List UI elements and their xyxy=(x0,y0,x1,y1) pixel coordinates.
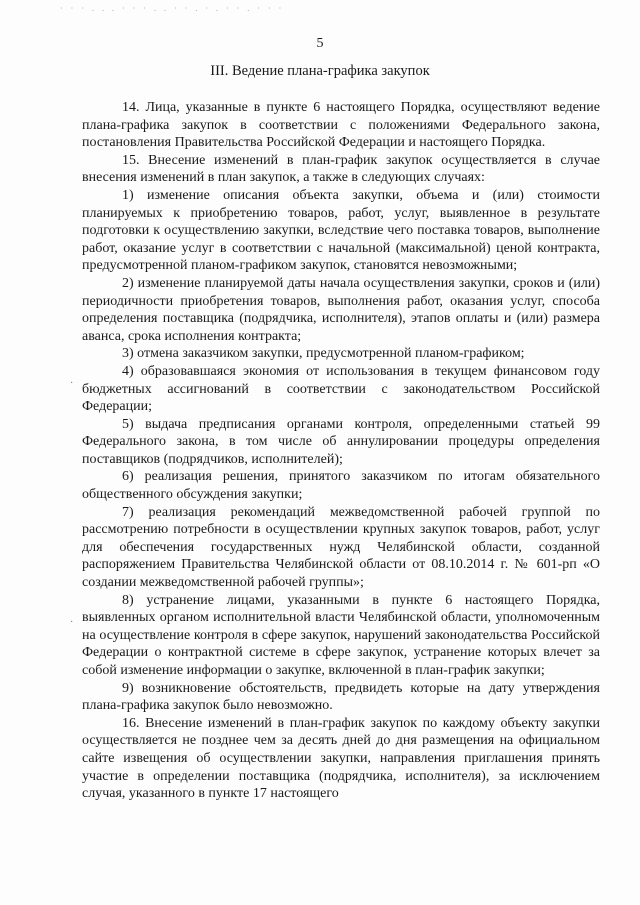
list-item-9: 9) возникновение обстоятельств, предвидеть которые на дату утверждения плана-графика закупок было невозможно. xyxy=(82,680,600,714)
paragraph-14: 14. Лица, указанные в пункте 6 настоящего Порядка, осуществляют ведение плана-графика закупок в соответствии с положениями Федерального закона, постановления Правительства Российской Федерации и настоящего Порядка. xyxy=(82,100,600,151)
page-number: 5 xyxy=(316,36,324,51)
list-item-1: 1) изменение описания объекта закупки, объема и (или) стоимости планируемых к приобретению товаров, работ, услуг, выявленное в результате подготовки к осуществлению закупки, вследствие чего поставка товаров, выполнение работ, оказание услуг в соответствии с начальной (максимальной) ценой контракта, предусмотренной планом-графиком закупок, становятся невозможными; xyxy=(82,187,600,274)
paragraph-16: 16. Внесение изменений в план-график закупок по каждому объекту закупки осуществляется не позднее чем за десять дней до дня размещения на официальном сайте извещения об осуществлении закупки, направления приглашения принять участие в определении поставщика (подрядчика, исполнителя), за исключением случая, указанного в пункте 17 настоящего xyxy=(82,715,600,802)
list-item-3: 3) отмена заказчиком закупки, предусмотренной планом-графиком; xyxy=(122,346,525,362)
document-body xyxy=(82,99,600,803)
list-item-5: 5) выдача предписания органами контроля, определенными статьей 99 Федерального закона, в том числе об аннулировании процедуры определения поставщиков (подрядчиков, исполнителей); xyxy=(82,416,600,467)
margin-mark: · xyxy=(70,617,74,628)
list-item-6: 6) реализация решения, принятого заказчиком по итогам обязательного общественного обсуждения закупки; xyxy=(82,469,600,503)
paragraph-15: 15. Внесение изменений в план-график закупок осуществляется в случае внесения изменений в план закупок, а также в следующих случаях: xyxy=(82,152,600,186)
list-item-8: 8) устранение лицами, указанными в пункте 6 настоящего Порядка, выявленных органом исполнительной власти Челябинской области, уполномоченным на осуществление контроля в сфере закупок, нарушений законодательства Российской Федерации о контрактной системе в сфере закупок, устранение которых влечет за собой изменение информации о закупке, включенной в план-график закупки; xyxy=(82,592,600,678)
list-item-4: 4) образовавшаяся экономия от использования в текущем финансовом году бюджетных ассигнований в соответствии с законодательством Российской Федерации; xyxy=(82,363,600,415)
scan-artifact-strip: · · · . . . · · · . . · · . · . · · . · · · xyxy=(60,4,285,13)
list-item-7: 7) реализация рекомендаций межведомственной рабочей группой по рассмотрению потребности в осуществлении крупных закупок товаров, работ, услуг для обеспечения государственных нужд Челябинской области, созданной распоряжением Правительства Челябинской области от 08.10.2014 г. № 601-рп «О создании межведомственной рабочей группы»; xyxy=(82,504,600,591)
margin-mark: · xyxy=(70,378,74,389)
section-title: III. Ведение плана-графика закупок xyxy=(210,63,430,79)
list-item-2: 2) изменение планируемой даты начала осуществления закупки, сроков и (или) периодичности приобретения товаров, выполнения работ, оказания услуг, способа определения поставщика (подрядчика, исполнителя), этапов оплаты и (или) размера аванса, срока исполнения контракта; xyxy=(82,275,600,344)
